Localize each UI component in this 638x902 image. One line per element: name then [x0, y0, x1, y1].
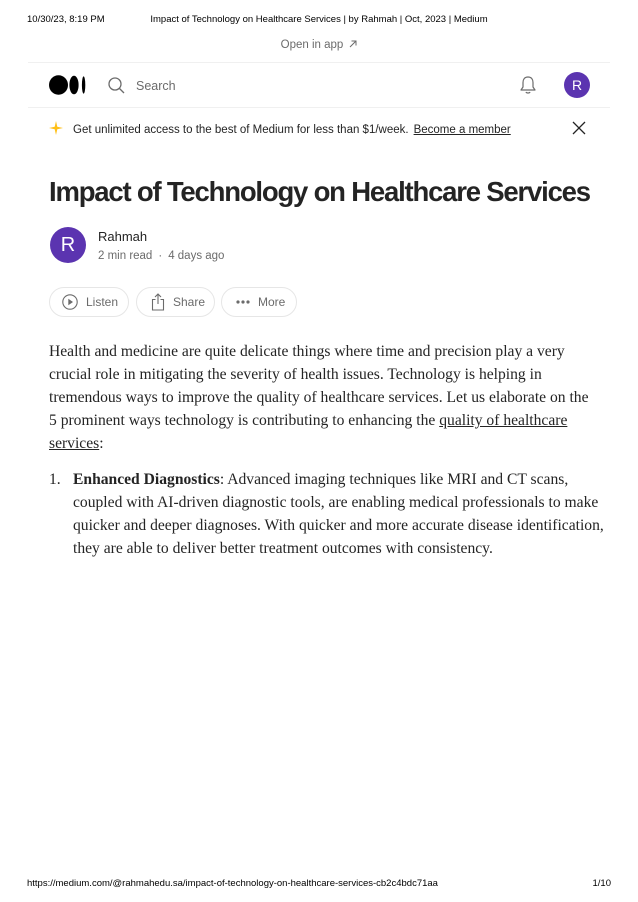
print-title: Impact of Technology on Healthcare Services | by Rahmah | Oct, 2023 | Medium [150, 14, 488, 25]
share-button[interactable] [136, 287, 215, 317]
open-in-app-link[interactable] [0, 39, 638, 51]
listen-button[interactable] [49, 287, 129, 317]
share-icon [151, 293, 165, 311]
print-url: https://medium.com/@rahmahedu.sa/impact-of-technology-on-healthcare-services-cb2c4bdc71aa [27, 878, 438, 889]
more-button[interactable] [221, 287, 297, 317]
list-item [49, 468, 613, 560]
published-date: 4 days ago [168, 250, 225, 262]
user-avatar[interactable]: R [564, 72, 590, 98]
listen-label: Listen [86, 295, 119, 309]
more-label: More [258, 295, 286, 309]
list-heading: Enhanced Diagnostics [73, 471, 220, 488]
separator-dot: · [158, 250, 163, 262]
article-intro: Health and medicine are quite delicate things where time and precision play a very crucial role in mitigating the severity of health issues. Technology is helping in tremendous ways to improve the quality of healthcare services. Let us elaborate on the 5 prominent ways technology is contributing to enhancing the quality of healthcare services: [49, 343, 589, 452]
search-input[interactable]: Search [136, 79, 176, 93]
arrow-up-right-icon [349, 39, 357, 51]
search-icon[interactable] [108, 77, 125, 94]
sparkle-icon [49, 121, 63, 135]
article-meta [98, 250, 224, 262]
close-icon[interactable] [572, 121, 586, 135]
print-page-number: 1/10 [592, 878, 611, 889]
banner-text: Get unlimited access to the best of Medium for less than $1/week. [73, 124, 409, 136]
list-number: 1. [49, 471, 61, 488]
print-datetime: 10/30/23, 8:19 PM [27, 14, 105, 25]
article-title: Impact of Technology on Healthcare Services [49, 176, 590, 207]
bell-icon[interactable] [519, 75, 537, 95]
share-label: Share [173, 295, 206, 309]
membership-banner [73, 124, 511, 136]
author-name[interactable]: Rahmah [98, 229, 148, 244]
print-header [27, 14, 611, 28]
medium-logo-icon[interactable] [49, 75, 87, 95]
quality-of-healthcare-link[interactable]: quality of healthcare services [49, 412, 568, 452]
play-icon [62, 294, 78, 310]
list-text: : Advanced imaging techniques like MRI and CT scans, coupled with AI-driven diagnostic tools, are enabling medical professionals to make quicker and deeper diagnoses. With quicker and more accurate disease identification, they are able to deliver better treatment outcomes with consistency. [73, 471, 604, 557]
author-avatar[interactable]: R [50, 227, 86, 263]
more-dots-icon [236, 300, 250, 304]
become-member-link[interactable]: Become a member [413, 124, 511, 136]
open-in-app-label: Open in app [280, 39, 344, 51]
read-time: 2 min read [98, 250, 153, 262]
divider [28, 62, 610, 63]
divider [28, 107, 610, 108]
print-footer [27, 878, 611, 892]
